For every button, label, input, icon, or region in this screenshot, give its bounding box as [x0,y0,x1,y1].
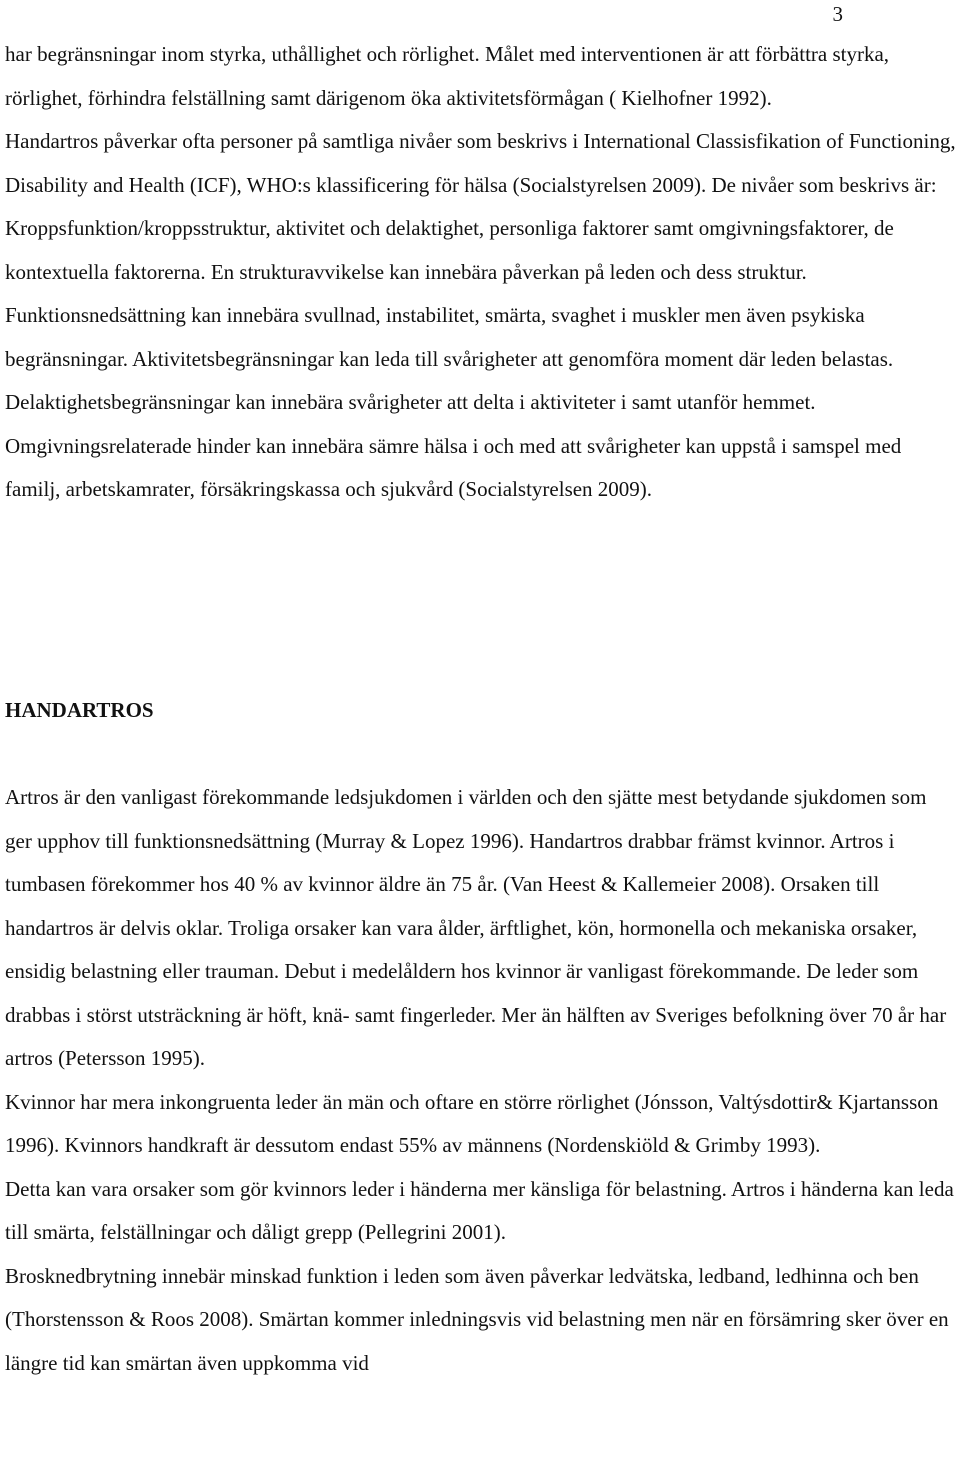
paragraph: Handartros påverkar ofta personer på samtliga nivåer som beskrivs i International Classisfikation of Functioning, Disability and Health (ICF), WHO:s klassificering för hälsa (Socialstyrelsen 2009). De nivåer som beskrivs är: Kroppsfunktion/kroppsstruktur, aktivitet och delaktighet, personliga faktorer samt omgivningsfaktorer, de kontextuella faktorerna. En strukturavvikelse kan innebära påverkan på leden och dess struktur. Funktionsnedsättning kan innebära svullnad, instabilitet, smärta, svaghet i muskler men även psykiska begränsningar. Aktivitetsbegränsningar kan leda till svårigheter att genomföra moment där leden belastas. Delaktighetsbegränsningar kan innebära svårigheter att delta i aktiviteter i samt utanför hemmet. Omgivningsrelaterade hinder kan innebära sämre hälsa i och med att svårigheter kan uppstå i samspel med familj, arbetskamrater, försäkringskassa och sjukvård (Socialstyrelsen 2009). [5,129,956,501]
paragraph: Brosknedbrytning innebär minskad funktion i leden som även påverkar ledvätska, ledband, ledhinna och ben (Thorstensson & Roos 2008). Smärtan kommer inledningsvis vid belastning men när en försämring sker över en längre tid kan smärtan även uppkomma vid [5,1263,949,1375]
paragraph: Detta kan vara orsaker som gör kvinnors leder i händerna mer känsliga för belastning. Artros i händerna kan leda till smärta, felställningar och dåligt grepp (Pellegrini 2001). [5,1176,954,1244]
paragraph: Artros är den vanligast förekommande ledsjukdomen i världen och den sjätte mest betydande sjukdomen som ger upphov till funktionsnedsättning (Murray & Lopez 1996). Handartros drabbar främst kvinnor. Artros i tumbasen förekommer hos 40 % av kvinnor äldre än 75 år. (Van Heest & Kallemeier 2008). Orsaken till handartros är delvis oklar. Troliga orsaker kan vara ålder, ärftlighet, kön, hormonella och mekaniska orsaker, ensidig belastning eller trauman. Debut i medelåldern hos kvinnor är vanligast förekommande. De leder som drabbas i störst utsträckning är höft, knä- samt fingerleder. Mer än hälften av Sveriges befolkning över 70 år har artros (Petersson 1995). [5,785,947,1070]
section-handartros [5,776,957,1385]
paragraph: har begränsningar inom styrka, uthållighet och rörlighet. Målet med interventionen är att förbättra styrka, rörlighet, förhindra felställning samt därigenom öka aktivitetsförmågan ( Kielhofner 1992). [5,42,890,110]
paragraph: Kvinnor har mera inkongruenta leder än män och oftare en större rörlighet (Jónsson, Valtýsdottir& Kjartansson 1996). Kvinnors handkraft är dessutom endast 55% av männens (Nordenskiöld & Grimby 1993). [5,1089,939,1157]
section-intro [5,33,957,512]
page-number: 3 [832,2,843,26]
section-heading: HANDARTROS [5,698,154,722]
